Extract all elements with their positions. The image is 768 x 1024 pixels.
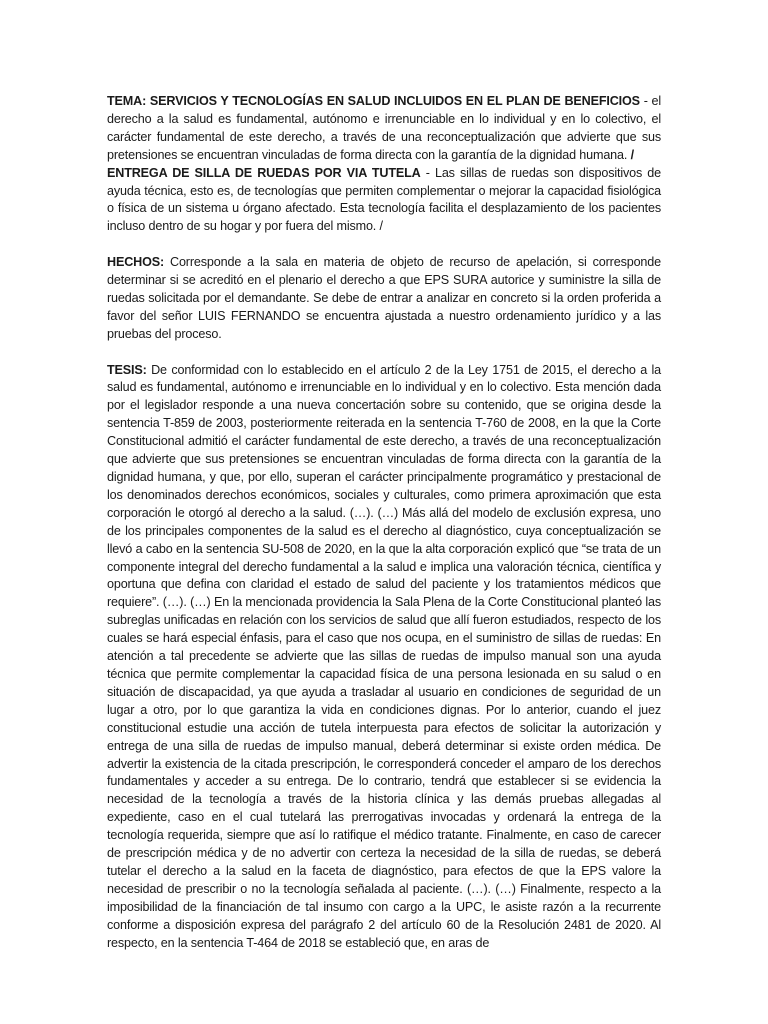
hechos-heading: HECHOS: xyxy=(107,255,165,270)
hechos-paragraph xyxy=(107,254,661,344)
tema-separator: / xyxy=(630,147,634,162)
tesis-text: De conformidad con lo establecido en el artículo 2 de la Ley 1751 de 2015, el derecho a la salud es fundamental, autónomo e irrenunciable en lo individual y en lo colectivo. Esta mención dada por el legislador responde a una nueva concertación sobre su contenido, que se origina desde la sentencia T-859 de 2003, posteriormente reiterada en la sentencia T-760 de 2008, en la que la Corte Constitucional admitió el carácter fundamental de este derecho, a través de una reconceptualización que advierte que sus pretensiones se encuentran vinculadas de forma directa con la garantía de la dignidad humana, y que, por ello, superan el carácter principalmente programático y prestacional de los denominados derechos económicos, sociales y culturales, como primera aproximación que esta corporación le otorgó al derecho a la salud. (…). (…) Más allá del modelo de exclusión expresa, uno de los principales componentes de la salud es el derecho al diagnóstico, cuya conceptualización se llevó a cabo en la sentencia SU-508 de 2020, en la que la alta corporación explicó que “se trata de un componente integral del derecho fundamental a la salud e implica una valoración técnica, científica y oportuna que defina con claridad el estado de salud del paciente y los tratamientos médicos que requiere”. (…). (…) En la mencionada providencia la Sala Plena de la Corte Constitucional planteó las subreglas unificadas en relación con los servicios de salud que allí fueron estudiados, respecto de los cuales se hará especial énfasis, para el caso que nos ocupa, en el suministro de sillas de ruedas: En atención a tal precedente se advierte que las sillas de ruedas de impulso manual son una ayuda técnica que permite complementar la capacidad física de una persona lesionada en su salud o en situación de discapacidad, ya que ayuda a trasladar al usuario en condiciones de seguridad de un lugar a otro, por lo que garantiza la vida en condiciones dignas. Por lo anterior, cuando el juez constitucional estudie una acción de tutela interpuesta para efectos de solicitar la autorización y entrega de una silla de ruedas de impulso manual, deberá determinar si existe orden médica. De advertir la existencia de la citada prescripción, le corresponderá conceder el amparo de los derechos fundamentales y acceder a su entrega. De lo contrario, tendrá que establecer si se evidencia la necesidad de la tecnología a través de la historia clínica y las demás pruebas allegadas al expediente, caso en el cual tutelará las prerrogativas invocadas y ordenará la entrega de la tecnología requerida, siempre que así lo ratifique el médico tratante. Finalmente, en caso de carecer de prescripción médica y de no advertir con certeza la necesidad de la silla de ruedas, se deberá tutelar el derecho a la salud en la faceta de diagnóstico, para efectos de que la EPS valore la necesidad de prescribir o no la tecnología señalada al paciente. (…). (…) Finalmente, respecto a la imposibilidad de la financiación de tal insumo con cargo a la UPC, le asiste razón a la recurrente conforme a disposición expresa del parágrafo 2 del artículo 60 de la Resolución 2481 de 2020. Al respecto, en la sentencia T-464 de 2018 se estableció que, en aras de xyxy=(107,362,661,950)
tesis-paragraph xyxy=(107,362,661,953)
tema-text-2: - Las sillas de ruedas son dispositivos de ayuda técnica, esto es, de tecnologías que permiten complementar o mejorar la capacidad fisiológica o física de un sistema u órgano afectado. Esta tecnología facilita el desplazamiento de los pacientes incluso dentro de su hogar y por fuera del mismo. / xyxy=(107,165,661,234)
tesis-heading: TESIS: xyxy=(107,362,147,377)
tema-heading: TEMA: SERVICIOS Y TECNOLOGÍAS EN SALUD INCLUIDOS EN EL PLAN DE BENEFICIOS xyxy=(107,94,640,108)
tema-text: - el derecho a la salud es fundamental, autónomo e irrenunciable en lo individual y en lo colectivo, el carácter fundamental de este derecho, a través de una reconceptualización que advierte que sus pretensiones se encuentran vinculadas de forma directa con la garantía de la dignidad humana. xyxy=(107,94,662,162)
tema-paragraph xyxy=(107,93,661,236)
tema-heading-2: ENTREGA DE SILLA DE RUEDAS POR VIA TUTELA xyxy=(107,165,421,180)
hechos-text: Corresponde a la sala en materia de objeto de recurso de apelación, si corresponde determinar si se acreditó en el plenario el derecho a que EPS SURA autorice y suministre la silla de ruedas solicitada por el demandante. Se debe de entrar a analizar en concreto si la orden proferida a favor del señor LUIS FERNANDO se encuentra ajustada a nuestro ordenamiento jurídico y a las pruebas del proceso. xyxy=(107,255,661,341)
document-page xyxy=(107,93,661,970)
